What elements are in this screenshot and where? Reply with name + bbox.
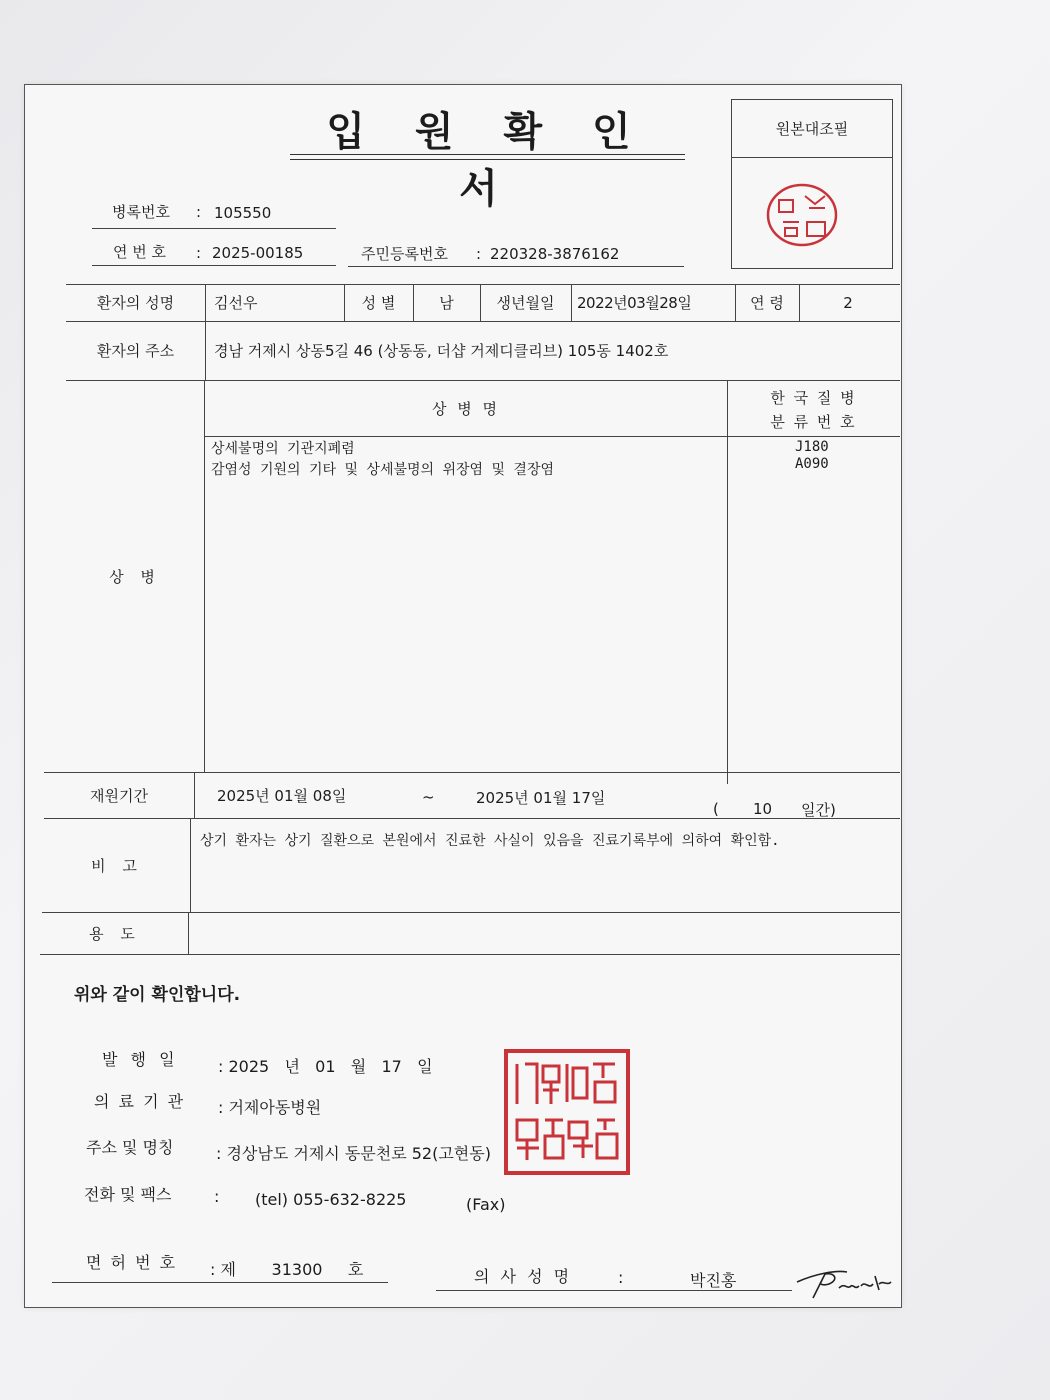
table-rule — [205, 284, 206, 380]
diagnosis-name: 상세불명의 기관지폐렴 — [211, 441, 355, 457]
diagnosis-section-label: 상 병 — [109, 567, 161, 586]
license-label: 면 허 번 호 — [86, 1253, 178, 1272]
issue-date-label: 발 행 일 — [102, 1050, 179, 1069]
diagnosis-code: J180 — [795, 439, 829, 455]
colon: : — [476, 245, 482, 263]
stay-tilde: ~ — [422, 788, 435, 806]
underline — [436, 1290, 792, 1291]
institution-label: 의 료 기 관 — [94, 1092, 186, 1111]
table-rule — [205, 436, 900, 437]
rrn-value: 220328-3876162 — [490, 245, 620, 263]
doctor-label: 의 사 성 명 — [474, 1267, 573, 1286]
original-copy-label: 원본대조필 — [732, 100, 892, 158]
tel-value: (tel) 055-632-8225 — [255, 1190, 407, 1209]
remarks-label: 비 고 — [91, 856, 143, 875]
sex-value: 남 — [439, 294, 454, 312]
kcd-header-line1: 한 국 질 병 — [770, 388, 857, 407]
diagnosis-name-header: 상 병 명 — [431, 399, 500, 418]
stay-from: 2025년 01월 08일 — [217, 786, 347, 805]
fax-value: (Fax) — [466, 1195, 506, 1214]
table-rule — [190, 818, 191, 912]
underline — [92, 265, 336, 266]
table-rule — [188, 912, 189, 954]
table-rule — [194, 772, 195, 818]
remarks-text: 상기 환자는 상기 질환으로 본원에서 진료한 사실이 있음을 진료기록부에 의하여 확인함. — [200, 833, 780, 849]
address-name-label: 주소 및 명칭 — [86, 1138, 174, 1157]
underline — [52, 1282, 388, 1283]
patient-name-value: 김선우 — [214, 294, 258, 312]
doctor-name: 박진홍 — [690, 1271, 737, 1290]
document-title: 입 원 확 인 서 — [326, 109, 649, 212]
table-rule — [40, 954, 900, 955]
stay-days: 10 — [753, 800, 773, 818]
dob-label: 생년월일 — [496, 294, 555, 312]
diagnosis-name: 감염성 기원의 기타 및 상세불명의 위장염 및 결장염 — [211, 462, 555, 478]
title-underline — [290, 154, 685, 160]
age-value: 2 — [843, 293, 853, 312]
colon: : — [196, 244, 202, 262]
dob-value: 2022년03월28일 — [577, 294, 692, 312]
age-label: 연 령 — [750, 294, 784, 312]
sex-label: 성 별 — [361, 294, 396, 312]
stay-open: ( — [713, 800, 719, 818]
kcd-header-line2: 분 류 번 호 — [770, 412, 857, 431]
institution-value: : 거제아동병원 — [218, 1098, 322, 1117]
stay-label: 재원기간 — [90, 786, 148, 805]
stay-close: 일간) — [801, 800, 836, 819]
hospital-seal-stamp — [503, 1048, 631, 1176]
colon: : — [196, 203, 202, 221]
rrn-label: 주민등록번호 — [361, 245, 448, 263]
purpose-label: 용 도 — [89, 924, 141, 943]
tel-colon: : — [214, 1187, 220, 1206]
diagnosis-code: A090 — [795, 456, 829, 472]
doctor-colon: : — [618, 1268, 624, 1287]
doctor-signature — [795, 1262, 895, 1302]
tel-fax-label: 전화 및 팩스 — [84, 1185, 172, 1204]
chart-no-label: 병록번호 — [112, 203, 170, 221]
issue-date-value: : 2025 년 01 월 17 일 — [218, 1057, 433, 1076]
institution-address: : 경상남도 거제시 동문천로 52(고현동) — [216, 1144, 491, 1163]
patient-name-label: 환자의 성명 — [96, 294, 175, 312]
address-value: 경남 거제시 상동5길 46 (상동동, 더샵 거제디클리브) 105동 1402호 — [214, 342, 669, 360]
table-rule — [571, 284, 572, 321]
address-label: 환자의 주소 — [96, 342, 175, 360]
serial-label: 연 번 호 — [113, 243, 167, 261]
underline — [92, 228, 336, 229]
chart-no-value: 105550 — [214, 204, 272, 222]
underline — [348, 266, 684, 267]
confirm-statement: 위와 같이 확인합니다. — [74, 985, 241, 1005]
small-seal-stamp — [765, 182, 839, 248]
table-rule — [727, 380, 728, 784]
stay-to: 2025년 01월 17일 — [476, 788, 606, 807]
license-value: : 제 31300 호 — [210, 1260, 364, 1279]
serial-value: 2025-00185 — [212, 244, 304, 262]
table-rule — [204, 380, 205, 772]
